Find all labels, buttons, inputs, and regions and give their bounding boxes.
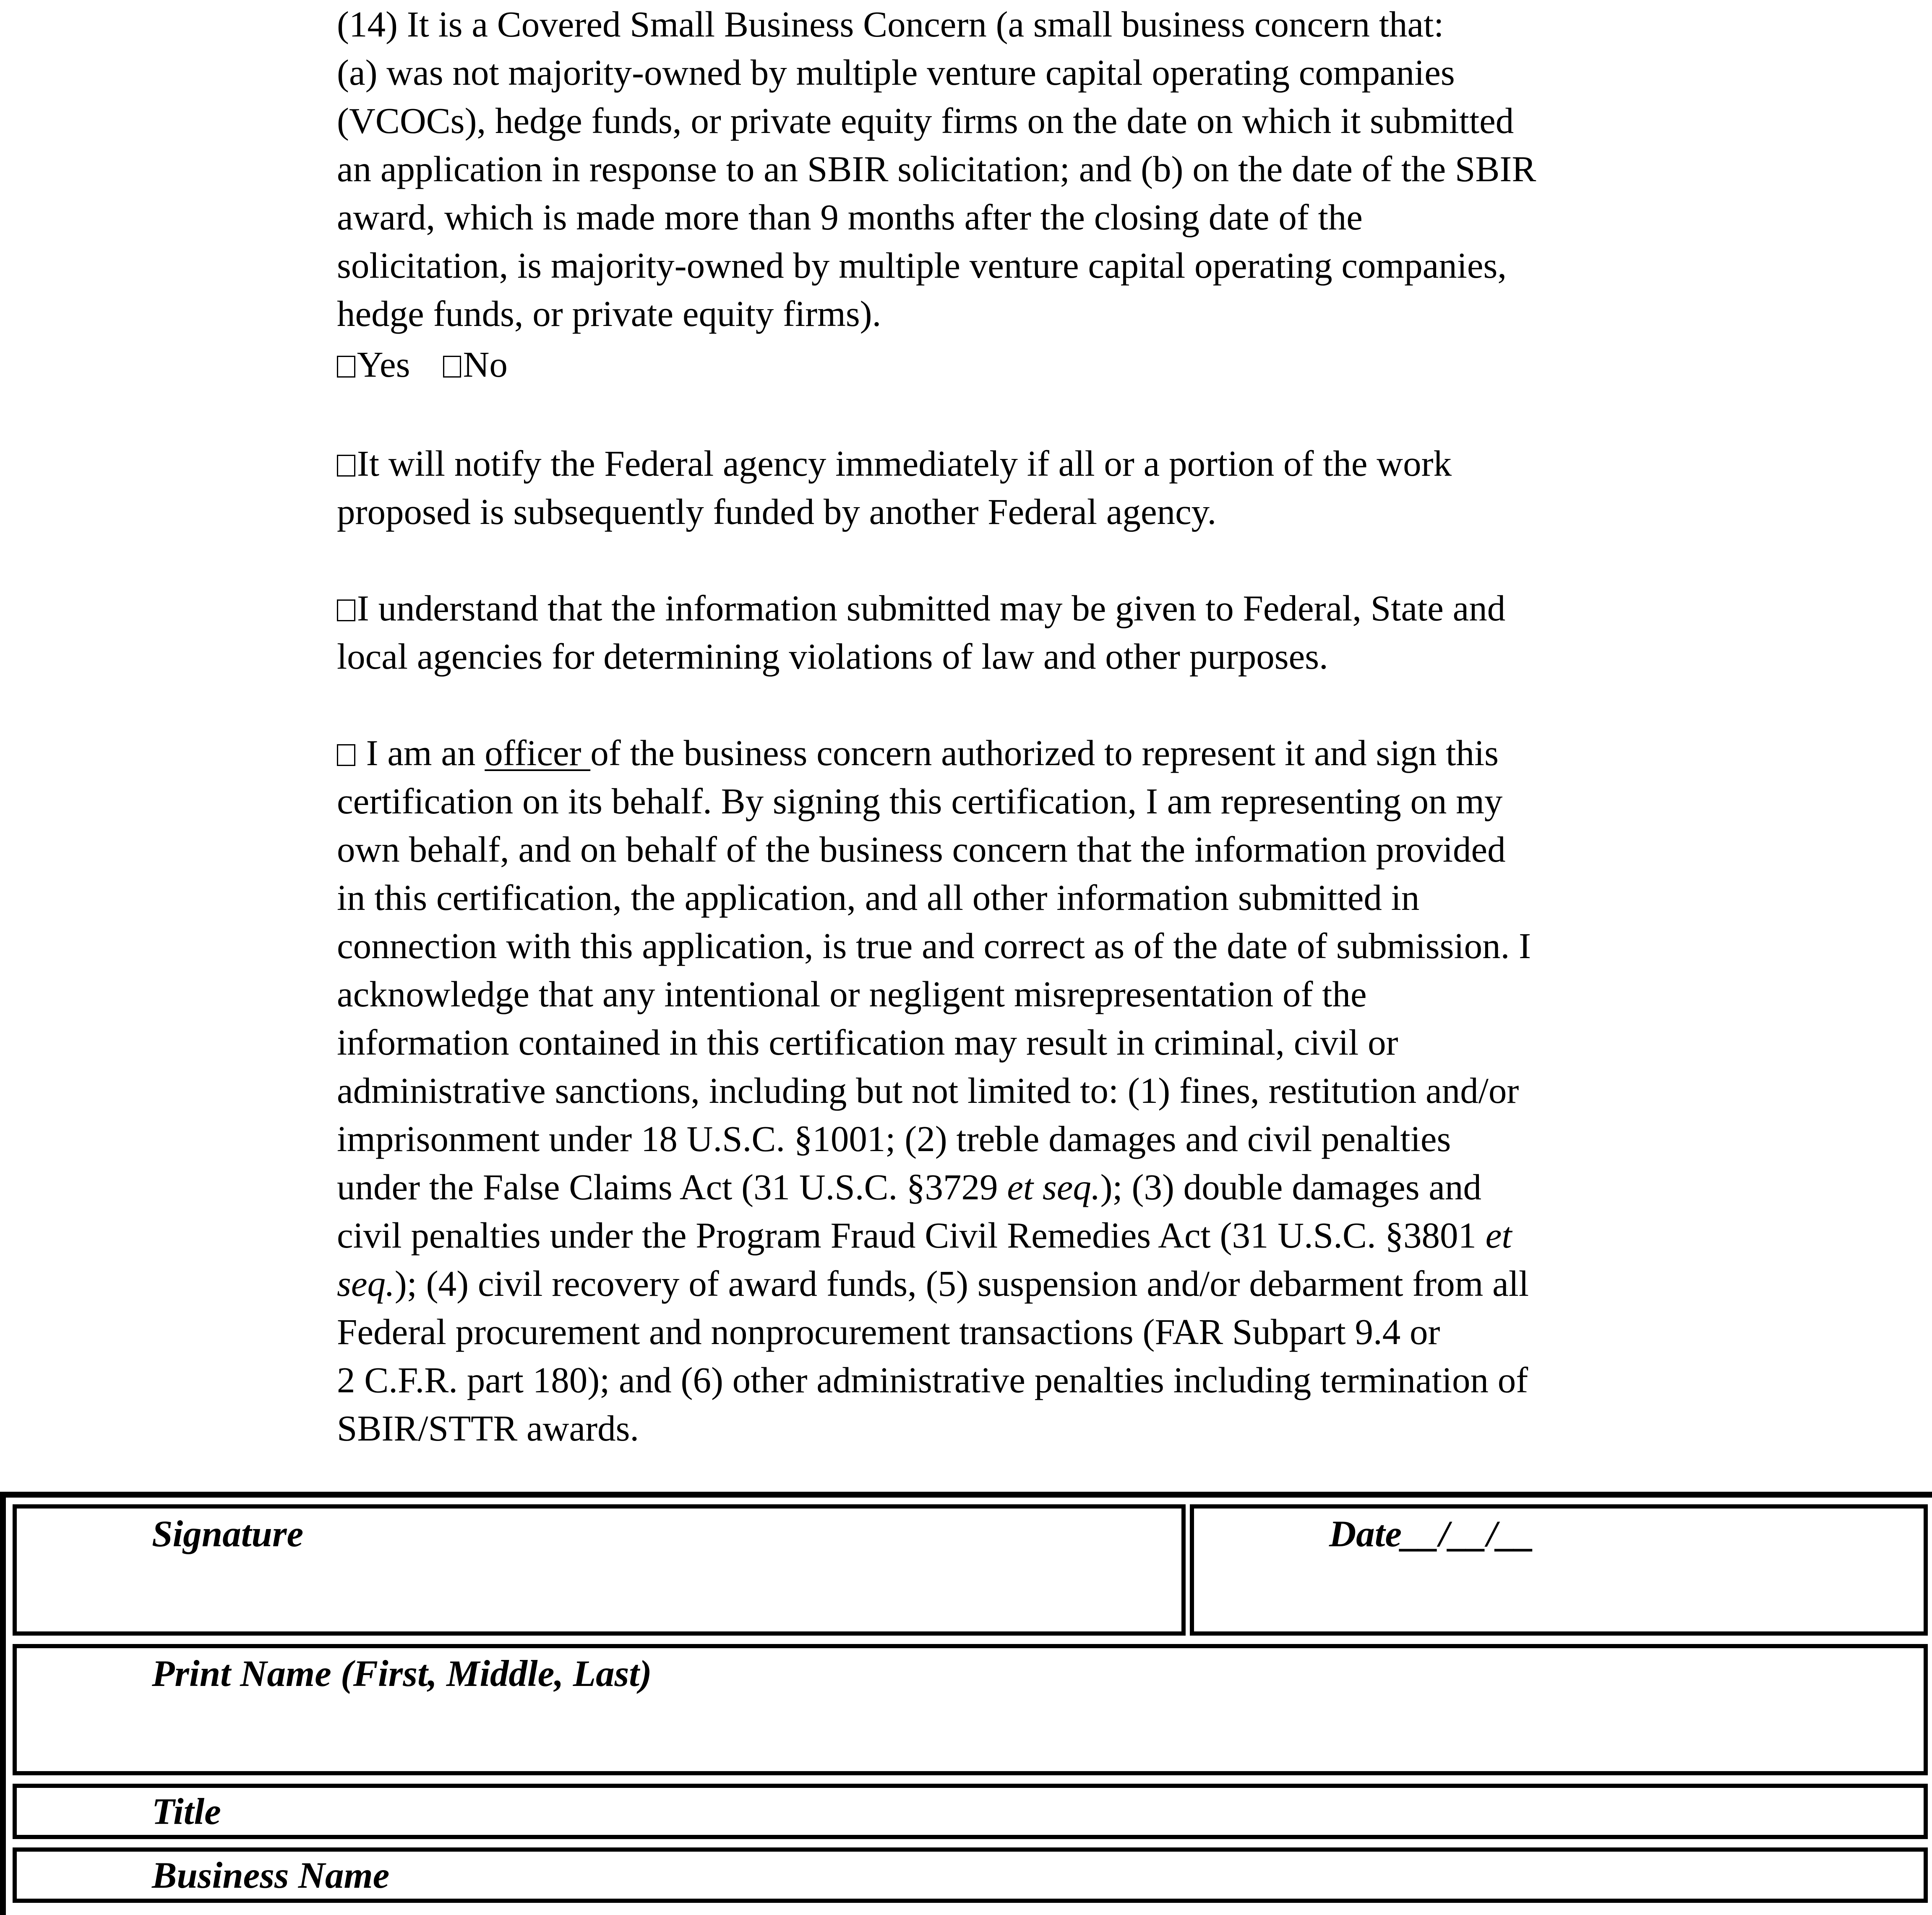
signature-label: Signature [152, 1514, 304, 1555]
item-14-line: hedge funds, or private equity firms). [337, 293, 881, 334]
yes-label: Yes [357, 344, 410, 385]
officer-statement [337, 729, 1763, 1452]
print-name-label: Print Name (First, Middle, Last) [152, 1653, 652, 1694]
yes-no-options [337, 340, 1763, 388]
title-field[interactable] [13, 1784, 1928, 1839]
officer-line: certification on its behalf. By signing this certification, I am representing on my [337, 781, 1503, 821]
officer-line [337, 1163, 1763, 1211]
officer-underlined-word: officer [485, 732, 591, 773]
understand-line [337, 584, 1763, 632]
officer-text: ); (4) civil recovery of award funds, (5) suspension and/or debarment from all [394, 1263, 1529, 1304]
officer-line: acknowledge that any intentional or negligent misrepresentation of the [337, 974, 1367, 1014]
no-label: No [463, 344, 508, 385]
officer-italic-text: et [1485, 1215, 1512, 1256]
officer-italic-text: seq. [337, 1263, 395, 1304]
notify-checkbox[interactable] [337, 455, 355, 477]
officer-text: of the business concern authorized to represent it and sign this [590, 732, 1499, 773]
officer-line [337, 729, 1763, 777]
certification-text [337, 0, 1763, 1452]
officer-italic-text: et seq. [1007, 1167, 1100, 1207]
item-14-line: (a) was not majority-owned by multiple venture capital operating companies [337, 52, 1455, 93]
business-name-label: Business Name [152, 1855, 390, 1896]
officer-text: civil penalties under the Program Fraud Civil Remedies Act (31 U.S.C. §3801 [337, 1215, 1486, 1256]
officer-line [337, 1259, 1763, 1308]
notify-line [337, 439, 1763, 487]
item-14-covered-small-business [337, 0, 1763, 388]
item-14-line: an application in response to an SBIR solicitation; and (b) on the date of the SBIR [337, 149, 1536, 189]
understand-text: I understand that the information submitted may be given to Federal, State and [357, 588, 1506, 628]
officer-line: own behalf, and on behalf of the business concern that the information provided [337, 829, 1506, 870]
officer-line: SBIR/STTR awards. [337, 1408, 639, 1449]
title-label: Title [152, 1791, 221, 1832]
notify-line: proposed is subsequently funded by another Federal agency. [337, 491, 1217, 532]
officer-text: ); (3) double damages and [1100, 1167, 1481, 1207]
officer-line [337, 1211, 1763, 1259]
print-name-field[interactable] [13, 1644, 1928, 1775]
officer-line: imprisonment under 18 U.S.C. §1001; (2) treble damages and civil penalties [337, 1118, 1451, 1159]
signature-table [0, 1492, 1932, 1915]
officer-line: in this certification, the application, and all other information submitted in [337, 877, 1420, 918]
officer-line: Federal procurement and nonprocurement transactions (FAR Subpart 9.4 or [337, 1311, 1440, 1352]
no-checkbox[interactable] [443, 356, 461, 378]
yes-checkbox[interactable] [337, 356, 355, 378]
signature-field[interactable] [13, 1504, 1186, 1636]
date-field[interactable] [1190, 1504, 1928, 1636]
understand-line: local agencies for determining violations of law and other purposes. [337, 636, 1328, 677]
understand-statement [337, 584, 1763, 680]
date-label: Date__/__/__ [1329, 1514, 1535, 1555]
officer-line: information contained in this certification may result in criminal, civil or [337, 1022, 1398, 1063]
item-14-line: award, which is made more than 9 months after the closing date of the [337, 197, 1363, 237]
officer-line: 2 C.F.R. part 180); and (6) other administrative penalties including termination of [337, 1360, 1528, 1400]
business-name-field[interactable] [13, 1847, 1928, 1903]
officer-checkbox[interactable] [337, 744, 355, 766]
understand-checkbox[interactable] [337, 599, 355, 621]
item-14-line: (14) It is a Covered Small Business Concern (a small business concern that: [337, 4, 1444, 44]
item-14-line: (VCOCs), hedge funds, or private equity firms on the date on which it submitted [337, 100, 1514, 141]
officer-text: I am an [357, 732, 485, 773]
officer-line: connection with this application, is true and correct as of the date of submission. I [337, 925, 1531, 966]
officer-text: under the False Claims Act (31 U.S.C. §3729 [337, 1167, 1007, 1207]
notify-agency-statement [337, 439, 1763, 536]
notify-text: It will notify the Federal agency immediately if all or a portion of the work [357, 443, 1452, 484]
officer-line: administrative sanctions, including but not limited to: (1) fines, restitution and/or [337, 1070, 1519, 1111]
item-14-line: solicitation, is majority-owned by multiple venture capital operating companies, [337, 245, 1507, 286]
